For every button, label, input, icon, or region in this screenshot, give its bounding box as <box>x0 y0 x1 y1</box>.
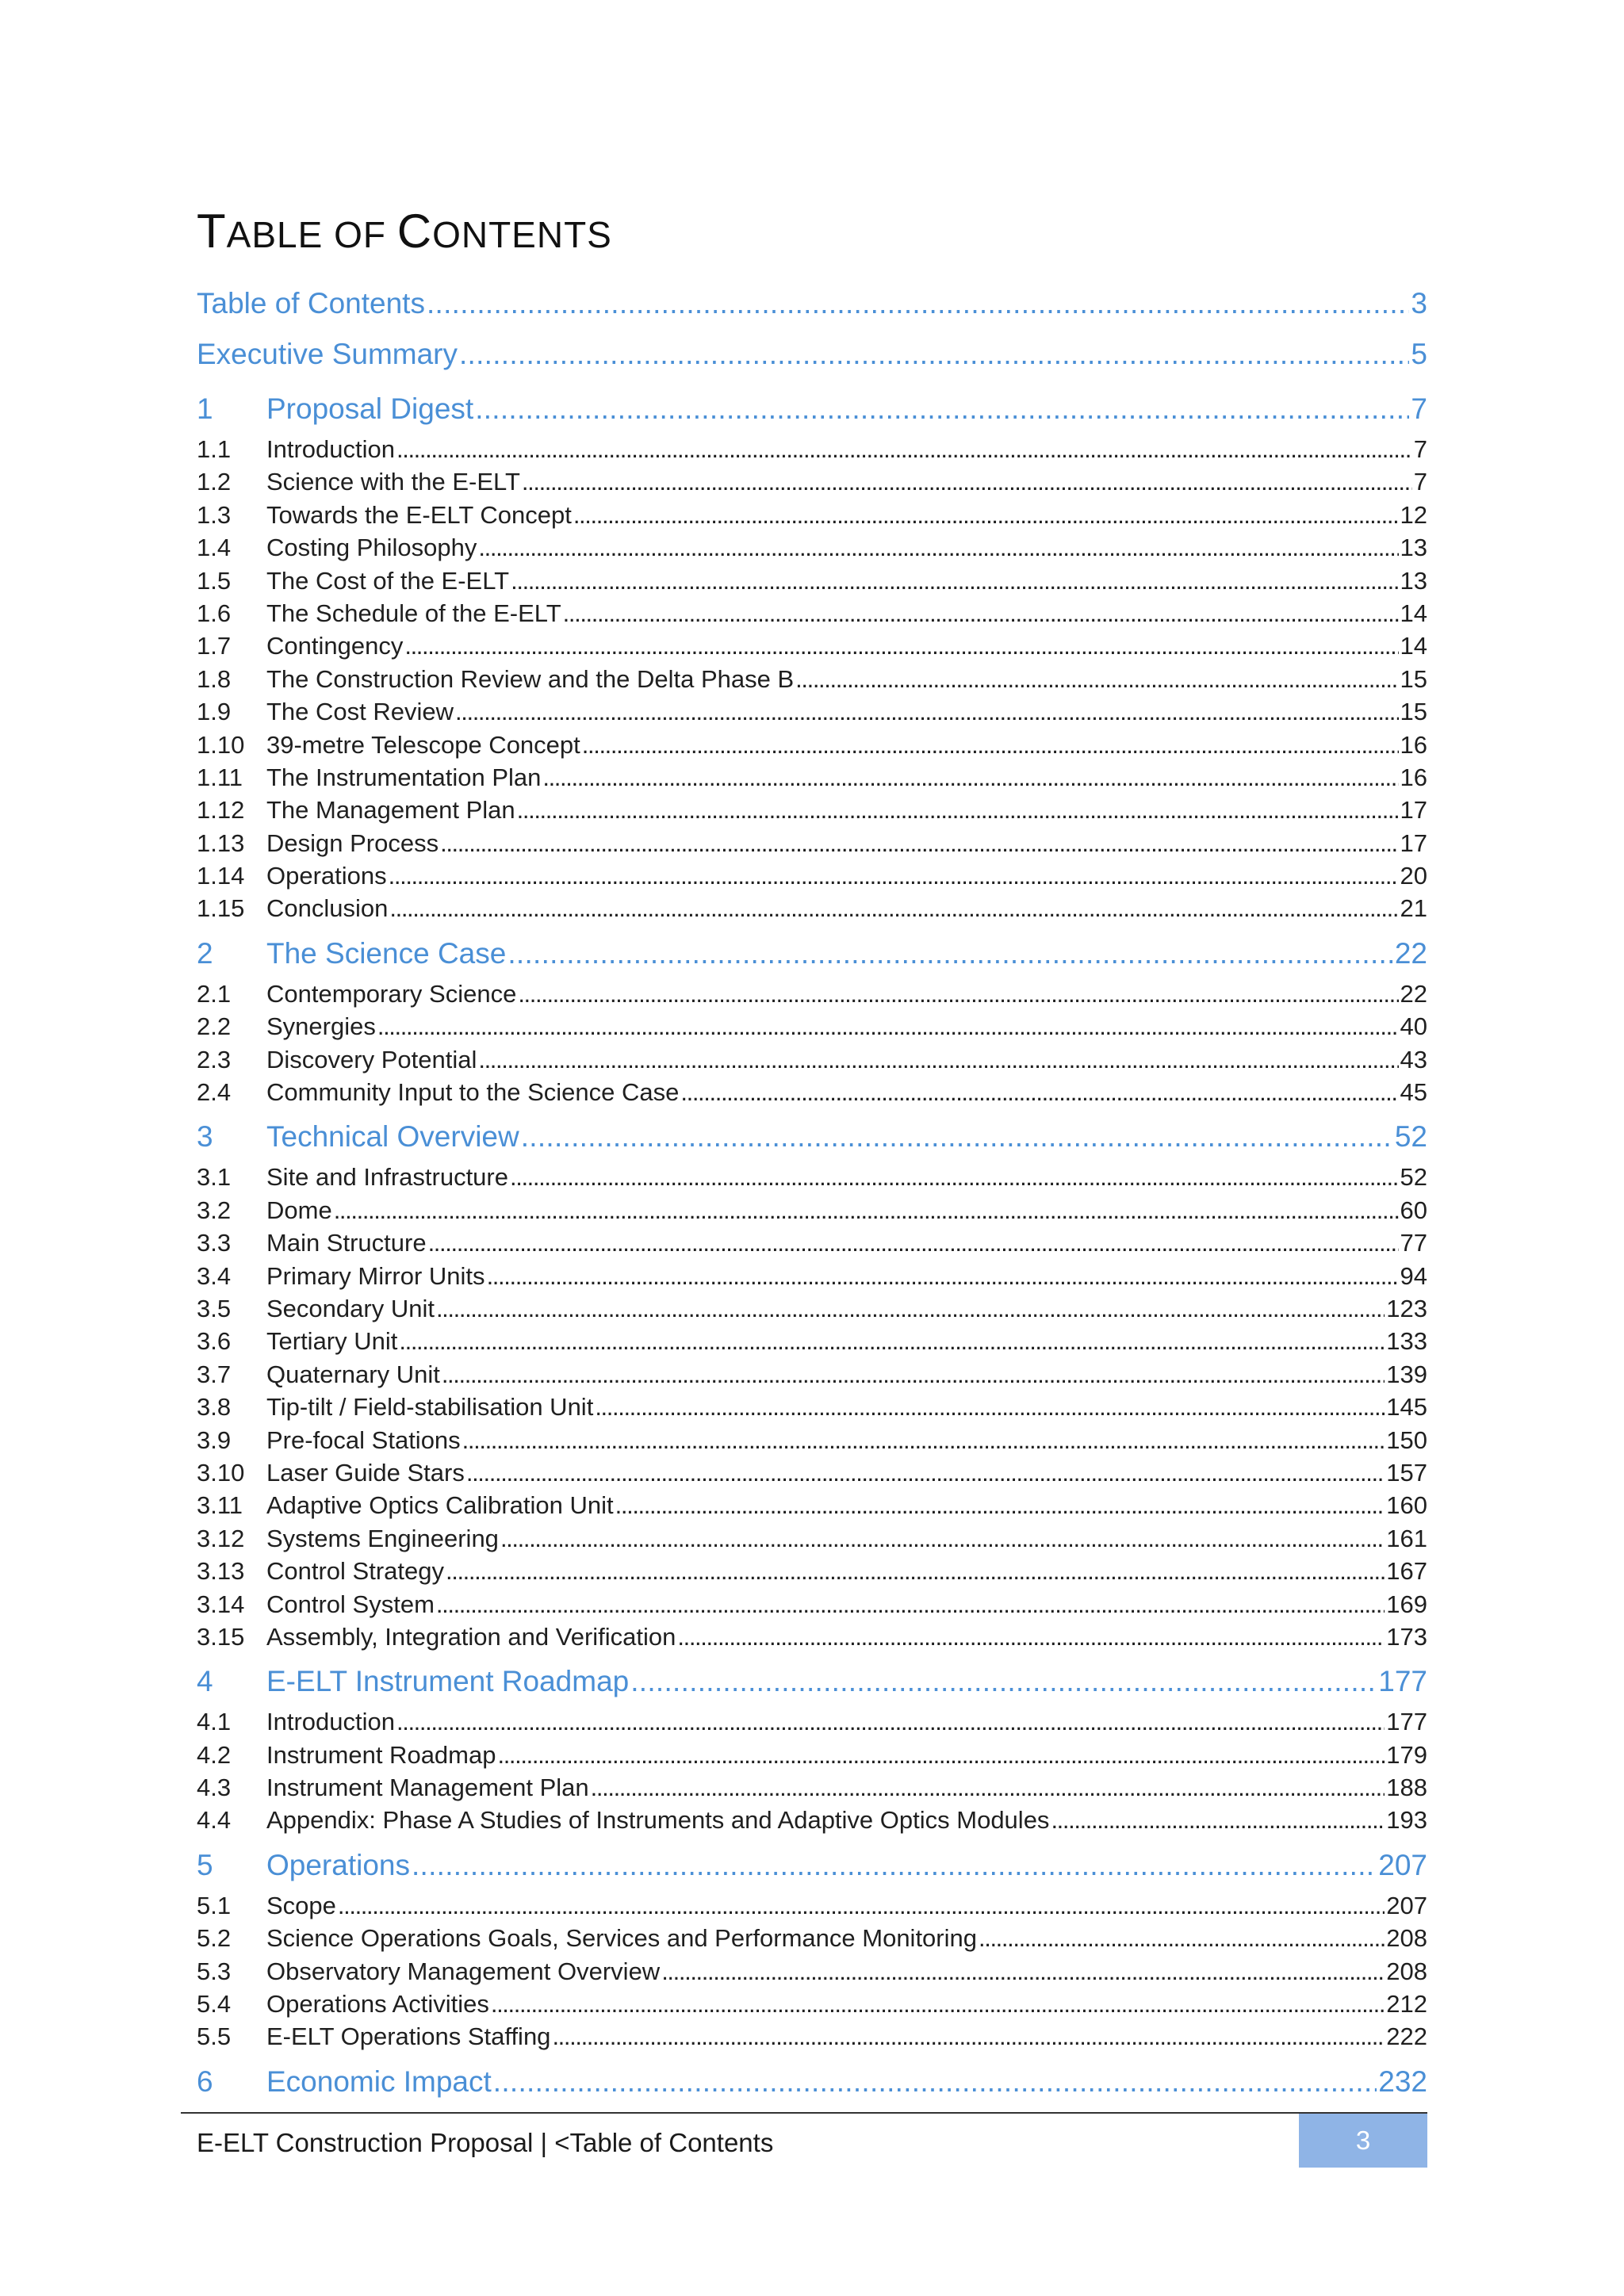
dot-leader <box>338 1889 1385 1922</box>
entry-page-number: 208 <box>1386 1957 1427 1985</box>
entry-number: 1.7 <box>197 632 232 660</box>
entry-label: Control Strategy <box>266 1557 444 1586</box>
toc-section-entry[interactable] <box>197 1456 1427 1489</box>
toc-section-entry[interactable] <box>197 1739 1427 1771</box>
dot-leader <box>582 729 1399 761</box>
dot-leader <box>522 465 1412 498</box>
entry-number: 3.8 <box>197 1393 232 1422</box>
dot-leader <box>478 1043 1398 1076</box>
toc-chapter-entry[interactable] <box>197 385 1427 433</box>
entry-page-number: 43 <box>1400 1045 1427 1073</box>
entry-label: Appendix: Phase A Studies of Instruments and Adaptive Optics Modules <box>266 1806 1050 1835</box>
entry-page-number: 14 <box>1400 632 1427 660</box>
dot-leader <box>552 2020 1385 2053</box>
entry-label: Instrument Management Plan <box>266 1774 589 1802</box>
toc-section-entry[interactable] <box>197 794 1427 826</box>
title-cap-1: T <box>197 205 227 258</box>
entry-page-number: 139 <box>1386 1360 1427 1388</box>
entry-label: Main Structure <box>266 1229 427 1257</box>
entry-number: 3.15 <box>197 1622 245 1651</box>
toc-section-entry[interactable] <box>197 1076 1427 1108</box>
toc-section-entry[interactable] <box>197 1771 1427 1804</box>
entry-page-number: 52 <box>1394 1120 1427 1154</box>
toc-section-entry[interactable] <box>197 1489 1427 1521</box>
dot-leader <box>462 1424 1385 1456</box>
entry-number: 3.9 <box>197 1425 232 1454</box>
entry-page-number: 15 <box>1400 664 1427 693</box>
entry-page-number: 177 <box>1378 1665 1427 1698</box>
title-cap-2: C <box>396 205 433 258</box>
entry-label: Discovery Potential <box>266 1045 477 1073</box>
entry-page-number: 7 <box>1413 468 1427 496</box>
entry-number: 1.5 <box>197 566 232 595</box>
dot-leader <box>428 1226 1399 1259</box>
toc-section-entry[interactable] <box>197 1889 1427 1922</box>
toc-section-entry[interactable] <box>197 433 1427 465</box>
entry-label: Science with the E-ELT <box>266 468 520 496</box>
entry-label: Contingency <box>266 632 404 660</box>
toc-chapter-entry[interactable] <box>197 930 1427 978</box>
entry-label: Operations <box>266 862 387 890</box>
dot-leader <box>459 328 1409 381</box>
toc-section-entry[interactable] <box>197 761 1427 794</box>
dot-leader <box>563 597 1399 629</box>
dot-leader <box>630 1658 1377 1705</box>
entry-label: Synergies <box>266 1012 376 1041</box>
entry-number: 4.3 <box>197 1774 232 1802</box>
entry-label: Primary Mirror Units <box>266 1261 485 1290</box>
entry-page-number: 188 <box>1386 1774 1427 1802</box>
entry-label: Towards the E-ELT Concept <box>266 500 572 529</box>
entry-number: 1.9 <box>197 698 232 726</box>
entry-number: 1.12 <box>197 796 245 825</box>
entry-label: Conclusion <box>266 894 389 923</box>
table-of-contents <box>197 279 1427 2106</box>
toc-section-entry[interactable] <box>197 564 1427 597</box>
entry-number: 3.10 <box>197 1458 245 1487</box>
dot-leader <box>478 531 1398 564</box>
entry-label: Contemporary Science <box>266 979 517 1008</box>
entry-page-number: 52 <box>1400 1163 1427 1192</box>
entry-page-number: 5 <box>1411 338 1427 370</box>
entry-page-number: 208 <box>1386 1924 1427 1953</box>
entry-page-number: 232 <box>1378 2064 1427 2098</box>
entry-label: Pre-focal Stations <box>266 1425 461 1454</box>
toc-section-entry[interactable] <box>197 1043 1427 1076</box>
entry-label: Proposal Digest <box>266 392 474 425</box>
entry-page-number: 193 <box>1386 1806 1427 1835</box>
title-small-1: ABLE OF <box>226 214 397 255</box>
dot-leader <box>412 1842 1377 1889</box>
toc-section-entry[interactable] <box>197 663 1427 695</box>
dot-leader <box>487 1260 1399 1292</box>
entry-label: Laser Guide Stars <box>266 1458 465 1487</box>
dot-leader <box>377 1010 1399 1043</box>
entry-number: 5.1 <box>197 1891 232 1919</box>
toc-section-entry[interactable] <box>197 1010 1427 1043</box>
entry-label: 39-metre Telescope Concept <box>266 730 580 759</box>
dot-leader <box>979 1922 1385 1954</box>
entry-number: 3.12 <box>197 1524 245 1552</box>
dot-leader <box>517 794 1399 826</box>
entry-label: Assembly, Integration and Verification <box>266 1622 676 1651</box>
entry-number: 3.11 <box>197 1491 243 1520</box>
toc-section-entry[interactable] <box>197 892 1427 924</box>
entry-number: 1.3 <box>197 500 232 529</box>
entry-number: 2.2 <box>197 1012 232 1041</box>
entry-page-number: 7 <box>1413 435 1427 463</box>
entry-label: Adaptive Optics Calibration Unit <box>266 1491 614 1520</box>
entry-number: 1.8 <box>197 664 232 693</box>
entry-label: Secondary Unit <box>266 1294 435 1322</box>
entry-label: Site and Infrastructure <box>266 1163 508 1192</box>
toc-chapter-entry[interactable] <box>197 1113 1427 1161</box>
entry-number: 4.4 <box>197 1806 232 1835</box>
toc-section-entry[interactable] <box>197 2020 1427 2053</box>
dot-leader <box>795 663 1398 695</box>
dot-leader <box>389 892 1398 924</box>
dot-leader <box>508 930 1393 978</box>
entry-number: 3 <box>197 1120 213 1154</box>
toc-section-entry[interactable] <box>197 1226 1427 1259</box>
entry-page-number: 13 <box>1400 566 1427 595</box>
entry-label: Science Operations Goals, Services and Performance Monitoring <box>266 1924 977 1953</box>
entry-number: 4.2 <box>197 1740 232 1769</box>
toc-section-entry[interactable] <box>197 1194 1427 1226</box>
page-title <box>197 201 1427 265</box>
entry-page-number: 12 <box>1400 500 1427 529</box>
entry-page-number: 60 <box>1400 1196 1427 1224</box>
dot-leader <box>442 1358 1385 1391</box>
entry-page-number: 161 <box>1386 1524 1427 1552</box>
entry-label: Design Process <box>266 828 439 857</box>
entry-page-number: 13 <box>1400 534 1427 562</box>
entry-page-number: 17 <box>1400 796 1427 825</box>
dot-leader <box>389 859 1399 892</box>
entry-page-number: 177 <box>1386 1708 1427 1736</box>
entry-number: 3.7 <box>197 1360 232 1388</box>
entry-number: 4 <box>197 1665 213 1698</box>
entry-page-number: 16 <box>1400 730 1427 759</box>
dot-leader <box>510 1161 1399 1193</box>
dot-leader <box>573 499 1399 531</box>
entry-page-number: 157 <box>1386 1458 1427 1487</box>
entry-number: 5.4 <box>197 1990 232 2019</box>
entry-number: 1.2 <box>197 468 232 496</box>
entry-number: 3.5 <box>197 1294 232 1322</box>
dot-leader <box>440 827 1398 859</box>
toc-section-entry[interactable] <box>197 629 1427 662</box>
entry-number: 2.1 <box>197 979 232 1008</box>
entry-page-number: 22 <box>1394 936 1427 970</box>
entry-page-number: 150 <box>1386 1425 1427 1454</box>
dot-leader <box>661 1955 1385 1988</box>
dot-leader <box>475 385 1409 433</box>
toc-section-entry[interactable] <box>197 695 1427 728</box>
entry-page-number: 20 <box>1400 862 1427 890</box>
entry-number: 3.2 <box>197 1196 232 1224</box>
entry-page-number: 207 <box>1386 1891 1427 1919</box>
entry-label: Dome <box>266 1196 332 1224</box>
dot-leader <box>511 564 1398 597</box>
entry-label: Control System <box>266 1590 435 1618</box>
entry-number: 5.3 <box>197 1957 232 1985</box>
entry-label: Executive Summary <box>197 338 458 370</box>
toc-top-entry[interactable] <box>197 279 1427 328</box>
dot-leader <box>677 1621 1385 1653</box>
entry-page-number: 123 <box>1386 1294 1427 1322</box>
entry-label: Operations Activities <box>266 1990 489 2019</box>
entry-page-number: 145 <box>1386 1393 1427 1422</box>
toc-section-entry[interactable] <box>197 1325 1427 1357</box>
toc-section-entry[interactable] <box>197 1621 1427 1653</box>
dot-leader <box>518 978 1398 1010</box>
entry-page-number: 77 <box>1400 1229 1427 1257</box>
toc-section-entry[interactable] <box>197 729 1427 761</box>
toc-section-entry[interactable] <box>197 1955 1427 1988</box>
entry-label: Introduction <box>266 435 395 463</box>
entry-label: Instrument Roadmap <box>266 1740 496 1769</box>
entry-number: 1.4 <box>197 534 232 562</box>
dot-leader <box>446 1555 1385 1587</box>
toc-section-entry[interactable] <box>197 1705 1427 1738</box>
toc-section-entry[interactable] <box>197 1391 1427 1423</box>
entry-label: Tip-tilt / Field-stabilisation Unit <box>266 1393 594 1422</box>
entry-page-number: 16 <box>1400 763 1427 791</box>
dot-leader <box>615 1489 1385 1521</box>
entry-number: 6 <box>197 2064 213 2098</box>
dot-leader <box>455 695 1398 728</box>
toc-section-entry[interactable] <box>197 859 1427 892</box>
entry-number: 4.1 <box>197 1708 232 1736</box>
entry-page-number: 17 <box>1400 828 1427 857</box>
entry-page-number: 212 <box>1386 1990 1427 2019</box>
entry-number: 1.13 <box>197 828 245 857</box>
toc-section-entry[interactable] <box>197 1988 1427 2020</box>
entry-page-number: 3 <box>1411 287 1427 320</box>
entry-number: 1.1 <box>197 435 232 463</box>
entry-label: Tertiary Unit <box>266 1327 398 1356</box>
dot-leader <box>491 1988 1385 2020</box>
toc-chapter-entry[interactable] <box>197 2058 1427 2106</box>
entry-label: The Cost Review <box>266 698 454 726</box>
dot-leader <box>595 1391 1385 1423</box>
entry-number: 5 <box>197 1848 213 1881</box>
entry-page-number: 173 <box>1386 1622 1427 1651</box>
entry-label: The Schedule of the E-ELT <box>266 599 561 627</box>
entry-number: 3.14 <box>197 1590 245 1618</box>
entry-label: Technical Overview <box>266 1120 519 1154</box>
toc-section-entry[interactable] <box>197 827 1427 859</box>
entry-page-number: 167 <box>1386 1557 1427 1586</box>
footer-page-number: 3 <box>1299 2114 1427 2168</box>
dot-leader <box>466 1456 1385 1489</box>
toc-section-entry[interactable] <box>197 1424 1427 1456</box>
entry-page-number: 21 <box>1400 894 1427 923</box>
dot-leader <box>1051 1804 1385 1836</box>
entry-page-number: 15 <box>1400 698 1427 726</box>
dot-leader <box>500 1522 1385 1555</box>
entry-number: 1.11 <box>197 763 243 791</box>
toc-section-entry[interactable] <box>197 1555 1427 1587</box>
entry-number: 1.14 <box>197 862 245 890</box>
entry-number: 1 <box>197 392 213 425</box>
entry-label: The Cost of the E-ELT <box>266 566 510 595</box>
entry-page-number: 207 <box>1378 1848 1427 1881</box>
dot-leader <box>521 1113 1393 1161</box>
footer-text: E-ELT Construction Proposal | <Table of Contents <box>197 2128 774 2157</box>
dot-leader <box>436 1292 1385 1325</box>
entry-label: E-ELT Operations Staffing <box>266 2022 551 2051</box>
dot-leader <box>436 1588 1385 1621</box>
entry-number: 2.4 <box>197 1078 232 1107</box>
entry-label: Costing Philosophy <box>266 534 477 562</box>
toc-section-entry[interactable] <box>197 499 1427 531</box>
dot-leader <box>493 2058 1377 2106</box>
entry-number: 1.15 <box>197 894 245 923</box>
entry-label: The Construction Review and the Delta Phase B <box>266 664 795 693</box>
entry-label: Operations <box>266 1848 410 1881</box>
entry-label: The Science Case <box>266 936 507 970</box>
entry-page-number: 160 <box>1386 1491 1427 1520</box>
entry-label: Scope <box>266 1891 336 1919</box>
entry-label: Observatory Management Overview <box>266 1957 661 1985</box>
entry-page-number: 7 <box>1411 392 1427 425</box>
entry-number: 2 <box>197 936 213 970</box>
dot-leader <box>404 629 1398 662</box>
toc-top-entry[interactable] <box>197 328 1427 381</box>
dot-leader <box>399 1325 1385 1357</box>
dot-leader <box>396 1705 1385 1738</box>
entry-number: 1.6 <box>197 599 232 627</box>
toc-section-entry[interactable] <box>197 531 1427 564</box>
dot-leader <box>497 1739 1385 1771</box>
entry-page-number: 14 <box>1400 599 1427 627</box>
entry-number: 5.2 <box>197 1924 232 1953</box>
dot-leader <box>334 1194 1399 1226</box>
toc-section-entry[interactable] <box>197 978 1427 1010</box>
entry-number: 3.1 <box>197 1163 232 1192</box>
entry-number: 3.3 <box>197 1229 232 1257</box>
entry-label: E-ELT Instrument Roadmap <box>266 1665 630 1698</box>
dot-leader <box>396 433 1412 465</box>
entry-page-number: 179 <box>1386 1740 1427 1769</box>
toc-section-entry[interactable] <box>197 1922 1427 1954</box>
entry-number: 1.10 <box>197 730 245 759</box>
toc-section-entry[interactable] <box>197 1161 1427 1193</box>
entry-label: The Instrumentation Plan <box>266 763 542 791</box>
toc-section-entry[interactable] <box>197 1804 1427 1836</box>
toc-section-entry[interactable] <box>197 1292 1427 1325</box>
entry-page-number: 40 <box>1400 1012 1427 1041</box>
dot-leader <box>591 1771 1385 1804</box>
entry-label: Community Input to the Science Case <box>266 1078 680 1107</box>
entry-page-number: 22 <box>1400 979 1427 1008</box>
entry-label: The Management Plan <box>266 796 515 825</box>
toc-section-entry[interactable] <box>197 1358 1427 1391</box>
entry-page-number: 169 <box>1386 1590 1427 1618</box>
toc-chapter-entry[interactable] <box>197 1842 1427 1889</box>
entry-label: Systems Engineering <box>266 1524 499 1552</box>
toc-chapter-entry[interactable] <box>197 1658 1427 1705</box>
toc-section-entry[interactable] <box>197 597 1427 629</box>
toc-section-entry[interactable] <box>197 1588 1427 1621</box>
entry-number: 3.6 <box>197 1327 232 1356</box>
toc-section-entry[interactable] <box>197 465 1427 498</box>
entry-label: Introduction <box>266 1708 395 1736</box>
entry-page-number: 94 <box>1400 1261 1427 1290</box>
dot-leader <box>680 1076 1398 1108</box>
entry-label: Economic Impact <box>266 2064 492 2098</box>
dot-leader <box>427 279 1409 328</box>
entry-label: Table of Contents <box>197 287 425 320</box>
footer-divider <box>181 2112 1427 2114</box>
toc-section-entry[interactable] <box>197 1260 1427 1292</box>
entry-page-number: 45 <box>1400 1078 1427 1107</box>
entry-number: 5.5 <box>197 2022 232 2051</box>
entry-page-number: 222 <box>1386 2022 1427 2051</box>
dot-leader <box>542 761 1398 794</box>
entry-page-number: 133 <box>1386 1327 1427 1356</box>
toc-section-entry[interactable] <box>197 1522 1427 1555</box>
title-small-2: ONTENTS <box>432 214 612 255</box>
entry-label: Quaternary Unit <box>266 1360 440 1388</box>
entry-number: 3.13 <box>197 1557 245 1586</box>
entry-number: 3.4 <box>197 1261 232 1290</box>
entry-number: 2.3 <box>197 1045 232 1073</box>
toc-page <box>197 201 1427 2106</box>
